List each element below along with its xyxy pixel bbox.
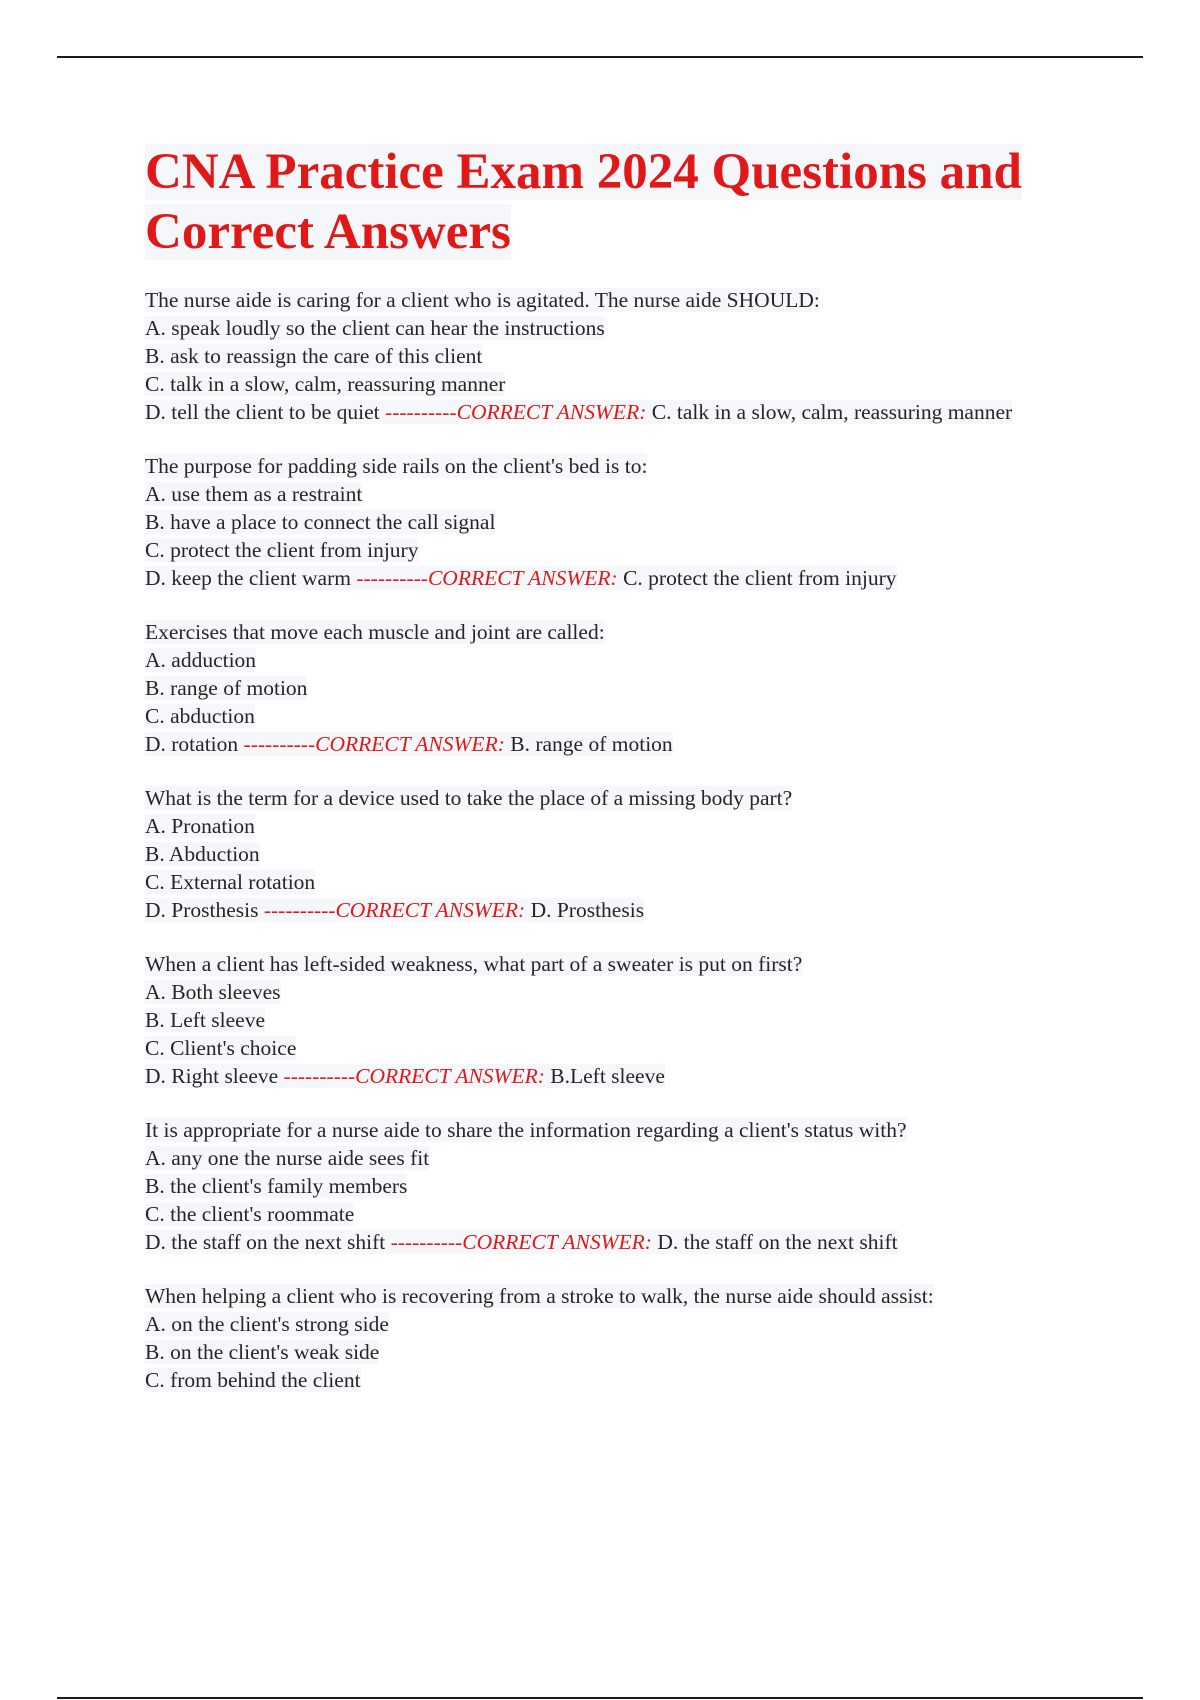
option-label: A. speak loudly so the client can hear the instructions (145, 316, 605, 340)
answer-separator: ---------- (390, 1230, 463, 1254)
answer-option (145, 812, 1065, 840)
option-label: A. Pronation (145, 814, 255, 838)
question-block (145, 1282, 1065, 1394)
question-stem-text: The nurse aide is caring for a client who is agitated. The nurse aide SHOULD: (145, 288, 820, 312)
correct-answer-label: CORRECT ANSWER: (427, 566, 618, 590)
answer-option (145, 978, 1065, 1006)
answer-option-text (145, 566, 897, 590)
answer-option-text (145, 676, 307, 700)
answer-separator: ---------- (263, 898, 336, 922)
answer-option (145, 398, 1065, 426)
answer-option-text (145, 1064, 665, 1088)
correct-answer-text: D. the staff on the next shift (657, 1230, 898, 1254)
answer-option-text (145, 1008, 265, 1032)
question-list (145, 286, 1065, 1394)
option-label: C. the client's roommate (145, 1202, 355, 1226)
answer-option (145, 314, 1065, 342)
answer-option (145, 480, 1065, 508)
answer-option (145, 840, 1065, 868)
answer-option (145, 1006, 1065, 1034)
correct-answer-label: CORRECT ANSWER: (335, 898, 526, 922)
option-label: B. Left sleeve (145, 1008, 265, 1032)
answer-option-text (145, 1174, 407, 1198)
answer-option-text (145, 1146, 429, 1170)
answer-option-text (145, 1202, 354, 1226)
answer-option-text (145, 400, 1012, 424)
correct-answer-text: D. Prosthesis (530, 898, 645, 922)
correct-answer-label: CORRECT ANSWER: (456, 400, 647, 424)
answer-option (145, 1310, 1065, 1338)
option-label: D. Prosthesis (145, 898, 259, 922)
answer-option-text (145, 538, 418, 562)
option-label: A. Both sleeves (145, 980, 281, 1004)
question-stem-text: When a client has left-sided weakness, what part of a sweater is put on first? (145, 952, 803, 976)
document-title: CNA Practice Exam 2024 Questions and Correct Answers (145, 144, 1022, 260)
option-label: B. the client's family members (145, 1174, 408, 1198)
option-label: B. on the client's weak side (145, 1340, 380, 1364)
answer-option (145, 896, 1065, 924)
answer-option (145, 1034, 1065, 1062)
option-label: B. ask to reassign the care of this client (145, 344, 483, 368)
answer-option-text (145, 316, 605, 340)
question-stem (145, 618, 1065, 646)
question-block (145, 784, 1065, 924)
question-block (145, 452, 1065, 592)
top-rule (57, 56, 1143, 58)
answer-option (145, 702, 1065, 730)
answer-option-text (145, 814, 255, 838)
question-stem (145, 1282, 1065, 1310)
correct-answer-label: CORRECT ANSWER: (462, 1230, 652, 1254)
option-label: C. External rotation (145, 870, 316, 894)
answer-option-text (145, 1230, 898, 1254)
answer-separator: ---------- (243, 732, 316, 756)
option-label: D. the staff on the next shift (145, 1230, 386, 1254)
correct-answer-text: B. range of motion (510, 732, 673, 756)
answer-option-text (145, 1368, 361, 1392)
option-label: C. from behind the client (145, 1368, 361, 1392)
answer-option (145, 1062, 1065, 1090)
answer-option-text (145, 1036, 296, 1060)
document-body (145, 142, 1065, 1420)
answer-option-text (145, 510, 495, 534)
question-stem-text: What is the term for a device used to take the place of a missing body part? (145, 786, 793, 810)
question-stem (145, 1116, 1065, 1144)
option-label: B. range of motion (145, 676, 308, 700)
option-label: C. abduction (145, 704, 255, 728)
correct-answer-text: C. protect the client from injury (623, 566, 897, 590)
answer-option (145, 674, 1065, 702)
question-stem-text: The purpose for padding side rails on the client's bed is to: (145, 454, 648, 478)
option-label: A. any one the nurse aide sees fit (145, 1146, 430, 1170)
answer-option (145, 1228, 1065, 1256)
option-label: B. have a place to connect the call signal (145, 510, 496, 534)
option-label: A. on the client's strong side (145, 1312, 389, 1336)
answer-option (145, 1200, 1065, 1228)
option-label: C. protect the client from injury (145, 538, 419, 562)
answer-option-text (145, 704, 255, 728)
answer-option (145, 730, 1065, 758)
answer-option (145, 342, 1065, 370)
option-label: A. adduction (145, 648, 257, 672)
option-label: D. keep the client warm (145, 566, 351, 590)
question-stem (145, 950, 1065, 978)
answer-option-text (145, 648, 256, 672)
answer-option (145, 1366, 1065, 1394)
answer-option (145, 536, 1065, 564)
answer-option (145, 868, 1065, 896)
question-block (145, 1116, 1065, 1256)
option-label: D. tell the client to be quiet (145, 400, 380, 424)
answer-option-text (145, 898, 644, 922)
answer-option-text (145, 842, 260, 866)
option-label: A. use them as a restraint (145, 482, 363, 506)
correct-answer-label: CORRECT ANSWER: (315, 732, 505, 756)
answer-option-text (145, 482, 362, 506)
answer-option (145, 370, 1065, 398)
question-stem-text: It is appropriate for a nurse aide to share the information regarding a client's status with? (145, 1118, 907, 1142)
answer-separator: ---------- (283, 1064, 356, 1088)
answer-option (145, 508, 1065, 536)
question-stem (145, 452, 1065, 480)
question-block (145, 618, 1065, 758)
question-stem (145, 784, 1065, 812)
question-stem-text: Exercises that move each muscle and joint are called: (145, 620, 605, 644)
answer-separator: ---------- (385, 400, 457, 424)
answer-option-text (145, 344, 482, 368)
answer-option (145, 564, 1065, 592)
correct-answer-text: B.Left sleeve (550, 1064, 665, 1088)
answer-option (145, 1172, 1065, 1200)
question-block (145, 950, 1065, 1090)
option-label: C. talk in a slow, calm, reassuring manner (145, 372, 506, 396)
answer-option-text (145, 372, 505, 396)
question-stem (145, 286, 1065, 314)
option-label: C. Client's choice (145, 1036, 297, 1060)
answer-option-text (145, 980, 281, 1004)
option-label: D. Right sleeve (145, 1064, 279, 1088)
answer-option-text (145, 732, 673, 756)
answer-option (145, 1144, 1065, 1172)
bottom-rule (57, 1697, 1143, 1699)
option-label: D. rotation (145, 732, 239, 756)
answer-option (145, 646, 1065, 674)
option-label: B. Abduction (145, 842, 260, 866)
answer-separator: ---------- (356, 566, 428, 590)
correct-answer-label: CORRECT ANSWER: (355, 1064, 545, 1088)
answer-option-text (145, 1312, 389, 1336)
answer-option (145, 1338, 1065, 1366)
question-stem-text: When helping a client who is recovering from a stroke to walk, the nurse aide should assist: (145, 1284, 934, 1308)
correct-answer-text: C. talk in a slow, calm, reassuring manner (651, 400, 1013, 424)
question-block (145, 286, 1065, 426)
answer-option-text (145, 870, 315, 894)
answer-option-text (145, 1340, 379, 1364)
